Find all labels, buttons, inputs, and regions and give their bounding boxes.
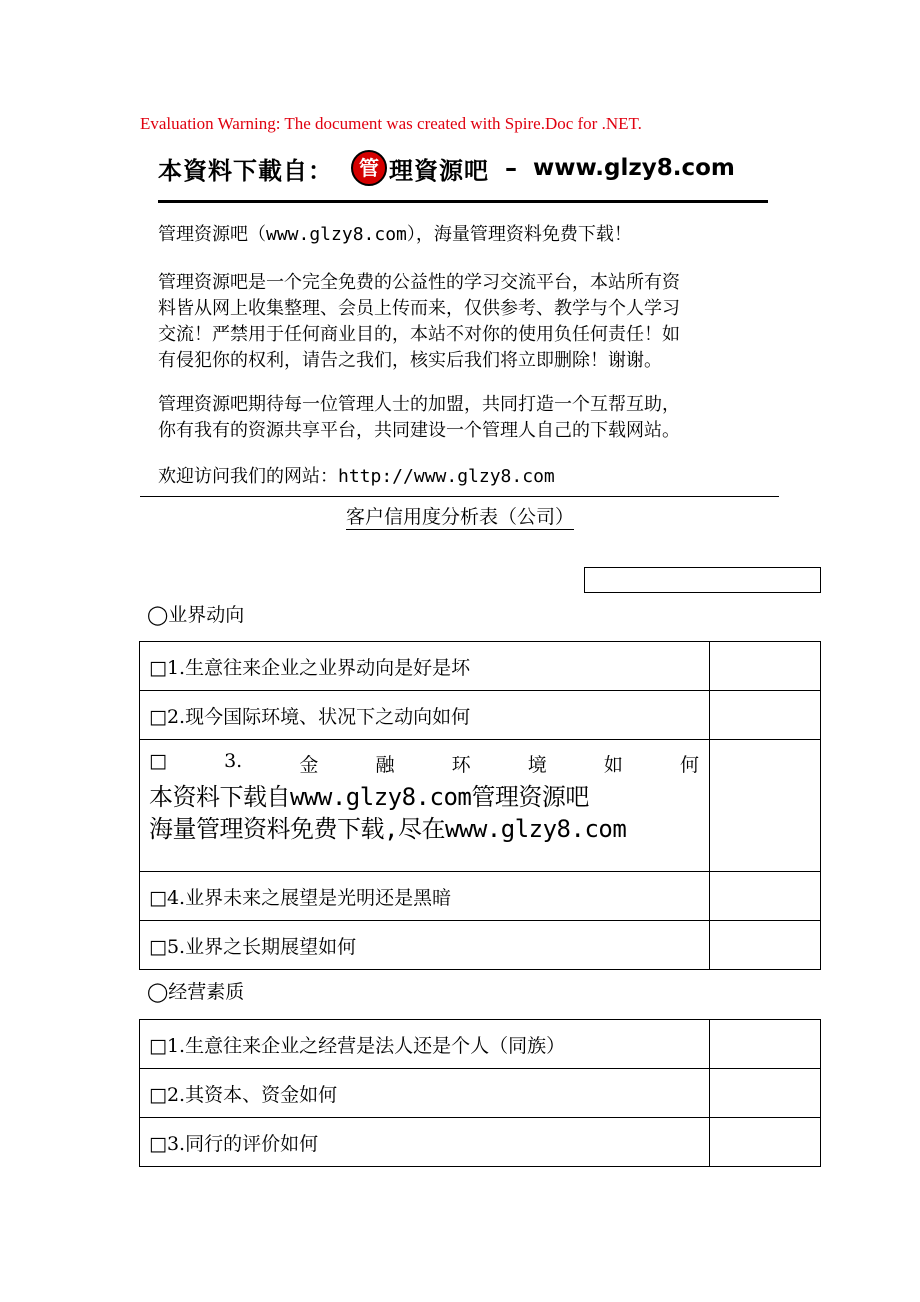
watermark-line: 本资料下载自www.glzy8.com管理资源吧 bbox=[149, 783, 589, 811]
evaluation-warning: Evaluation Warning: The document was created with Spire.Doc for .NET. bbox=[140, 114, 642, 133]
banner-site-name: 理資源吧 bbox=[389, 156, 489, 185]
banner-line: 管理资源吧是一个完全免费的公益性的学习交流平台，本站所有资 bbox=[158, 272, 680, 293]
banner-line: 你有我有的资源共享平台，共同建设一个管理人自己的下载网站。 bbox=[158, 420, 680, 441]
banner-bottom-rule bbox=[140, 496, 779, 497]
banner-line: 管理资源吧（www.glzy8.com），海量管理资料免费下载！ bbox=[158, 224, 632, 245]
section-heading-management: ◯经营素质 bbox=[147, 981, 245, 1003]
banner-line: 欢迎访问我们的网站：http://www.glzy8.com bbox=[158, 466, 555, 487]
download-banner bbox=[140, 140, 780, 500]
checklist-item[interactable]: □2.其资本、资金如何 bbox=[140, 1069, 710, 1118]
rating-cell[interactable] bbox=[710, 691, 821, 740]
document-title bbox=[0, 502, 920, 529]
watermark-text bbox=[149, 777, 709, 845]
header-input-box[interactable] bbox=[584, 567, 821, 593]
watermark-line: 海量管理资料免费下载,尽在www.glzy8.com bbox=[149, 815, 627, 843]
banner-line: 料皆从网上收集整理、会员上传而来，仅供参考、教学与个人学习 bbox=[158, 298, 680, 319]
rating-cell[interactable] bbox=[710, 740, 821, 872]
checklist-item[interactable] bbox=[140, 740, 710, 872]
rating-cell[interactable] bbox=[710, 872, 821, 921]
banner-url: www.glzy8.com bbox=[533, 155, 735, 181]
checklist-item[interactable]: □3.同行的评价如何 bbox=[140, 1118, 710, 1167]
site-logo-icon: 管 bbox=[351, 150, 387, 186]
banner-divider bbox=[158, 200, 768, 203]
rating-cell[interactable] bbox=[710, 642, 821, 691]
checklist-item[interactable]: □4.业界未来之展望是光明还是黑暗 bbox=[140, 872, 710, 921]
banner-line: 交流！严禁用于任何商业目的，本站不对你的使用负任何责任！如 bbox=[158, 324, 680, 345]
item-3-spread-text: □ 3. 金 融 环 境 如 何 bbox=[149, 750, 699, 776]
rating-cell[interactable] bbox=[710, 1118, 821, 1167]
management-checklist-table bbox=[139, 1019, 821, 1167]
banner-head-text: 本資料下載自： bbox=[158, 156, 333, 185]
document-title-text: 客户信用度分析表（公司） bbox=[345, 506, 574, 528]
checklist-item[interactable]: □1.生意往来企业之业界动向是好是坏 bbox=[140, 642, 710, 691]
rating-cell[interactable] bbox=[710, 1020, 821, 1069]
banner-line: 有侵犯你的权利，请告之我们，核实后我们将立即删除！谢谢。 bbox=[158, 350, 662, 371]
checklist-item[interactable]: □2.现今国际环境、状况下之动向如何 bbox=[140, 691, 710, 740]
rating-cell[interactable] bbox=[710, 1069, 821, 1118]
banner-line: 管理资源吧期待每一位管理人士的加盟，共同打造一个互帮互助， bbox=[158, 394, 680, 415]
banner-dash: – bbox=[505, 154, 517, 182]
rating-cell[interactable] bbox=[710, 921, 821, 970]
checklist-item[interactable]: □5.业界之长期展望如何 bbox=[140, 921, 710, 970]
industry-checklist-table bbox=[139, 641, 821, 970]
banner-header bbox=[158, 148, 735, 188]
section-heading-industry: ◯业界动向 bbox=[147, 604, 245, 626]
checklist-item[interactable]: □1.生意往来企业之经营是法人还是个人（同族） bbox=[140, 1020, 710, 1069]
